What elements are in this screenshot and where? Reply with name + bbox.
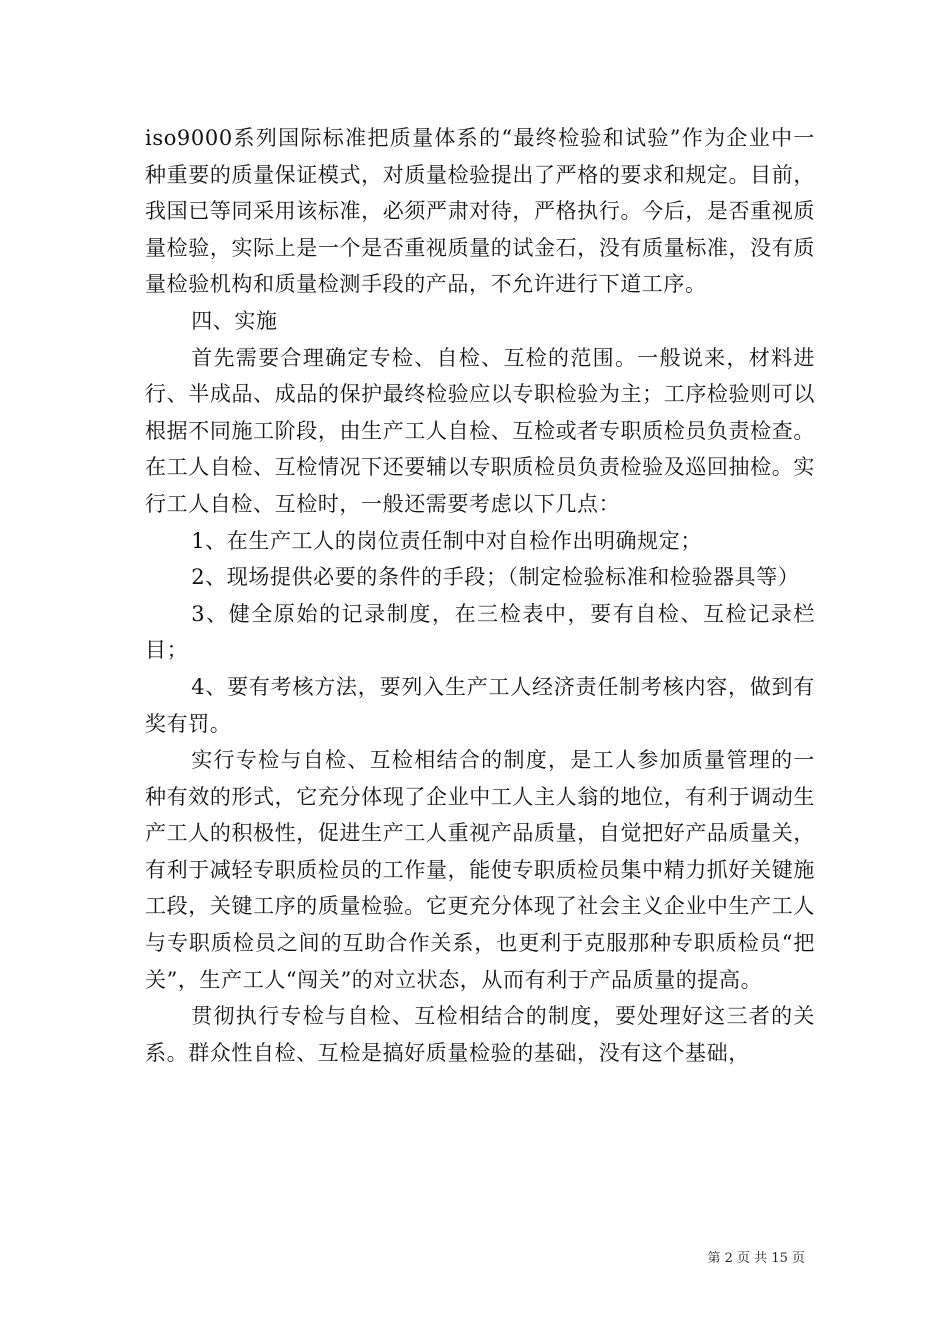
page-number-footer: 第 2 页 共 15 页 bbox=[707, 1251, 805, 1266]
list-item-4: 4、要有考核方法，要列入生产工人经济责任制考核内容，做到有奖有罚。 bbox=[145, 674, 815, 736]
paragraph-8: 实行专检与自检、互检相结合的制度，是工人参加质量管理的一种有效的形式，它充分体现了企业中工人主人翁的地位，有利于调动生产工人的积极性，促进生产工人重视产品质量，自觉把好产品质量关，有利于减轻专职质检员的工作量，能使专职质检员集中精力抓好关键施工段，关键工序的质量检验。它更充分体现了社会主义企业中生产工人与专职质检员之间的互助合作关系，也更利于克服那种专职质检员“把关”，生产工人“闯关”的对立状态，从而有利于产品质量的提高。 bbox=[145, 748, 815, 992]
paragraph-9: 贯彻执行专检与自检、互检相结合的制度，要处理好这三者的关系。群众性自检、互检是搞好质量检验的基础，没有这个基础， bbox=[145, 1004, 815, 1065]
list-item-3: 3、健全原始的记录制度，在三检表中，要有自检、互检记录栏目； bbox=[145, 601, 815, 663]
section-heading: 四、实施 bbox=[191, 308, 278, 333]
document-body bbox=[145, 120, 815, 1071]
list-item-1: 1、在生产工人的岗位责任制中对自检作出明确规定； bbox=[191, 528, 702, 553]
list-item-2: 2、现场提供必要的条件的手段；（制定检验标准和检验器具等） bbox=[191, 565, 800, 590]
paragraph-3: 首先需要合理确定专检、自检、互检的范围。一般说来，材料进行、半成品、成品的保护最终检验应以专职检验为主；工序检验则可以根据不同施工阶段，由生产工人自检、互检或者专职质检员负责检查。在工人自检、互检情况下还要辅以专职质检员负责检验及巡回抽检。实行工人自检、互检时，一般还需要考虑以下几点： bbox=[145, 345, 815, 516]
paragraph-1: iso9000系列国际标准把质量体系的“最终检验和试验”作为企业中一种重要的质量保证模式，对质量检验提出了严格的要求和规定。目前，我国已等同采用该标准，必须严肃对待，严格执行。今后，是否重视质量检验，实际上是一个是否重视质量的试金石，没有质量标准，没有质量检验机构和质量检测手段的产品，不允许进行下道工序。 bbox=[145, 126, 815, 297]
